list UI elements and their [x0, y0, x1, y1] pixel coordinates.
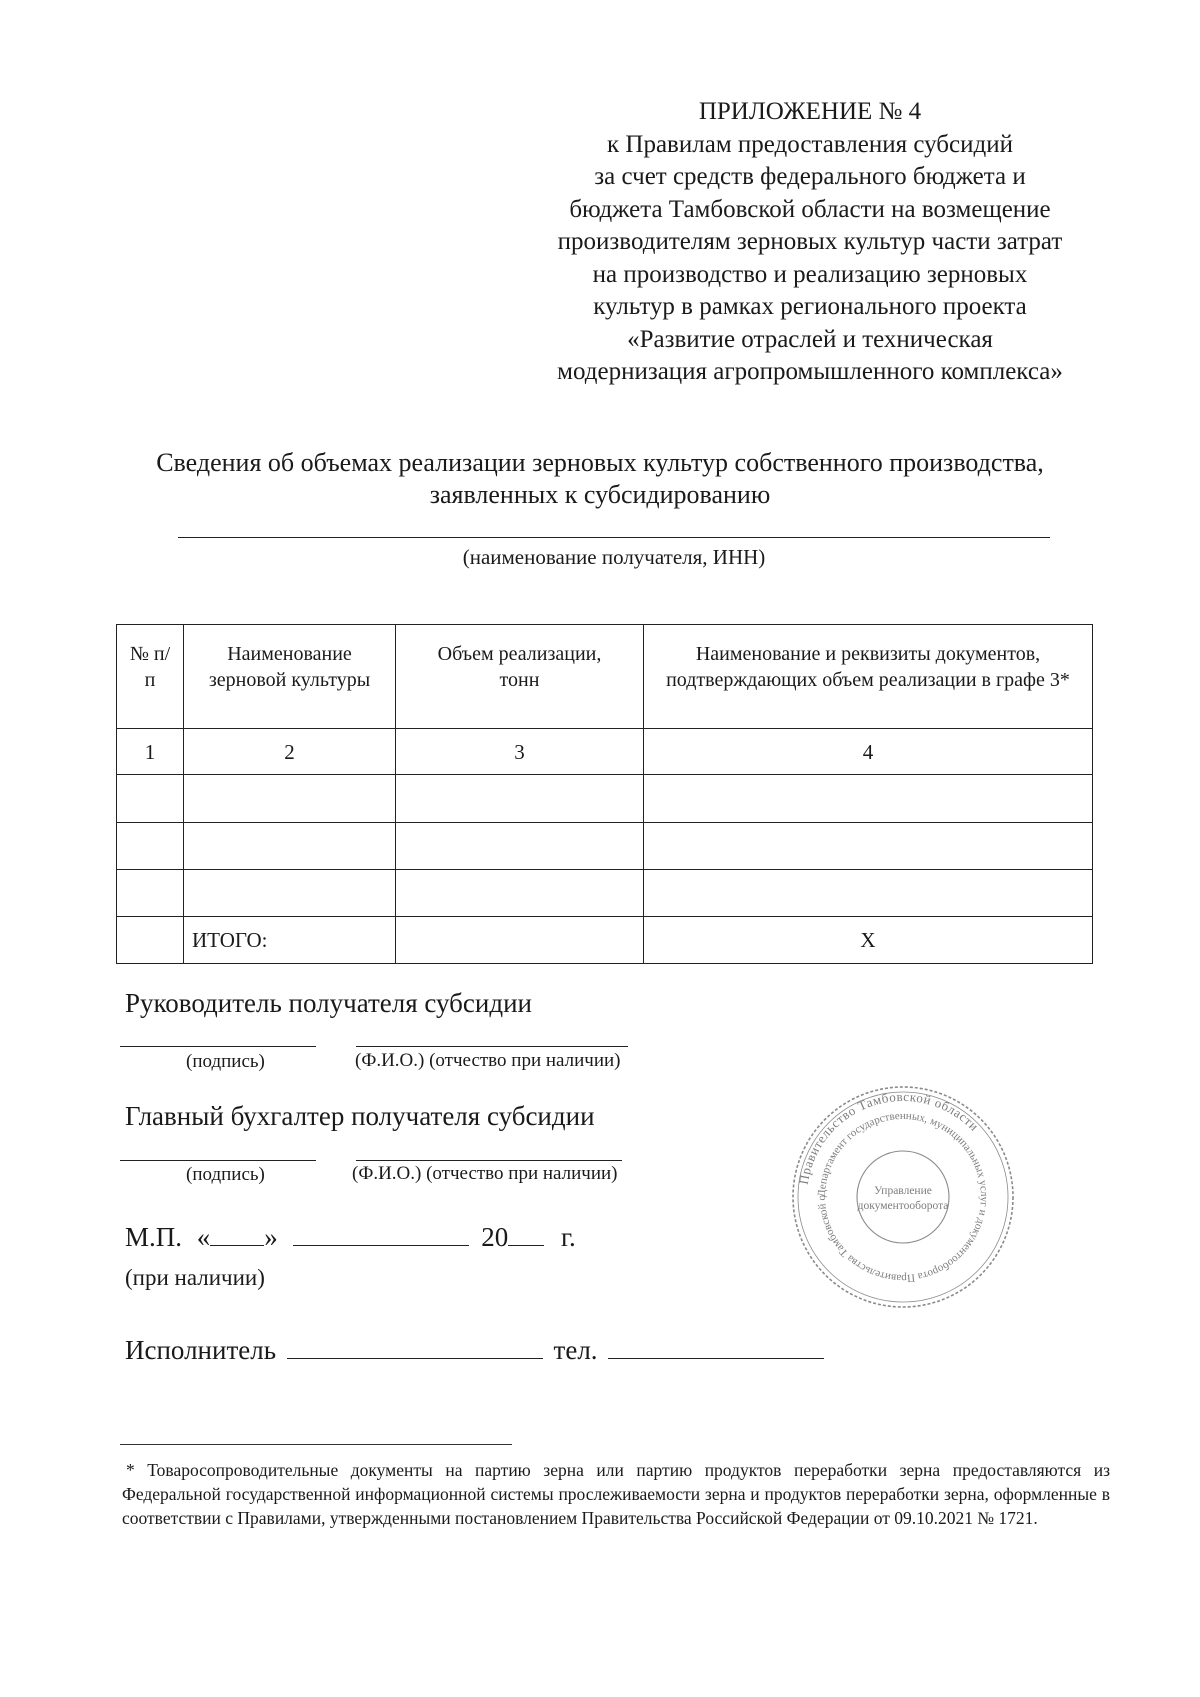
head-name-caption: (Ф.И.О.) (отчество при наличии): [355, 1050, 621, 1071]
table-cell[interactable]: [396, 775, 644, 823]
sales-volume-table: [116, 624, 1093, 964]
column-number: 4: [644, 729, 1093, 775]
title-line-1: Сведения об объемах реализации зерновых культур собственного производства,: [156, 448, 1044, 477]
stamp-graphic: [788, 1082, 1018, 1312]
table-cell[interactable]: [184, 823, 396, 870]
table-cell[interactable]: [644, 775, 1093, 823]
footnote-separator: [120, 1444, 512, 1445]
head-label: Руководитель получателя субсидии: [125, 988, 532, 1018]
phone-field[interactable]: [608, 1358, 824, 1359]
year-prefix: 20: [481, 1222, 509, 1252]
registration-stamp: [788, 1082, 1018, 1312]
accountant-label: Главный бухгалтер получателя субсидии: [125, 1101, 595, 1131]
document-title: [110, 447, 1090, 511]
appendix-line: «Развитие отраслей и техническая: [627, 325, 993, 353]
column-number: 1: [117, 729, 184, 775]
appendix-line: к Правилам предоставления субсидий: [607, 130, 1013, 158]
executor-label: Исполнитель: [125, 1335, 277, 1365]
appendix-line: культур в рамках регионального проекта: [593, 293, 1027, 320]
appendix-line: бюджета Тамбовской области на возмещение: [569, 195, 1051, 223]
stamp-center-line-1: Управление: [874, 1185, 932, 1197]
table-cell[interactable]: [117, 870, 184, 917]
stamp-outer-text: Правительство Тамбовской области: [795, 1088, 983, 1186]
table-cell[interactable]: [644, 823, 1093, 870]
header-documents: Наименование и реквизиты документов, подтверждающих объем реализации в графе 3*: [644, 625, 1093, 729]
appendix-header: [500, 96, 1120, 389]
table-cell[interactable]: [396, 823, 644, 870]
quote-open: «: [196, 1222, 211, 1252]
accountant-name-line[interactable]: [356, 1160, 622, 1161]
table-row: [117, 775, 1093, 823]
appendix-line: за счет средств федерального бюджета и: [594, 163, 1026, 190]
header-crop-name: Наименование зерновой культуры: [184, 625, 396, 729]
head-name-line[interactable]: [356, 1046, 628, 1047]
head-signature-caption: (подпись): [186, 1051, 265, 1072]
accountant-signature-line[interactable]: [120, 1160, 316, 1161]
year-field[interactable]: [508, 1245, 544, 1246]
table-cell[interactable]: [117, 775, 184, 823]
accountant-signature-caption: (подпись): [186, 1164, 265, 1185]
total-label: ИТОГО:: [184, 917, 396, 964]
table-cell[interactable]: [117, 823, 184, 870]
phone-label: тел.: [553, 1335, 598, 1365]
appendix-line: на производство и реализацию зерновых: [592, 260, 1028, 288]
recipient-name-field[interactable]: [178, 537, 1050, 538]
seal-label: М.П.: [125, 1222, 183, 1252]
table-cell[interactable]: [184, 775, 396, 823]
column-number: 2: [184, 729, 396, 775]
footnote: * Товаросопроводительные документы на партию зерна или партию продуктов переработки зерна предоставляются из Федеральной государственной информационной системы прослеживаемости зерна и продуктов переработки зерна, оформленные в соответствии с Правилами, утвержденными постановлением Правительства Российской Федерации от 09.10.2021 № 1721.: [122, 1460, 1110, 1528]
title-line-2: заявленных к субсидированию: [429, 480, 771, 509]
accountant-name-caption: (Ф.И.О.) (отчество при наличии): [352, 1163, 618, 1184]
recipient-caption: (наименование получателя, ИНН): [462, 545, 766, 569]
month-field[interactable]: [293, 1245, 469, 1246]
seal-note: (при наличии): [125, 1265, 265, 1290]
stamp-inner-ring: [857, 1151, 949, 1243]
header-number: № п/п: [117, 625, 184, 729]
table-header-row: [117, 625, 1093, 729]
appendix-line: модернизация агропромышленного комплекса»: [557, 358, 1063, 385]
seal-date-row: [125, 1222, 576, 1253]
executor-name-field[interactable]: [287, 1358, 543, 1359]
day-field[interactable]: [210, 1245, 264, 1246]
year-suffix: г.: [561, 1222, 576, 1252]
total-not-applicable-mark: Х: [644, 917, 1093, 964]
executor-row: [125, 1335, 824, 1366]
column-number: 3: [396, 729, 644, 775]
table-cell[interactable]: [184, 870, 396, 917]
column-number-row: [117, 729, 1093, 775]
table-cell[interactable]: [396, 870, 644, 917]
table-cell[interactable]: [644, 870, 1093, 917]
stamp-center-line-2: документооборота: [857, 1200, 949, 1212]
table-row: [117, 823, 1093, 870]
total-volume-cell[interactable]: [396, 917, 644, 964]
table-cell[interactable]: [117, 917, 184, 964]
head-signature-line[interactable]: [120, 1046, 316, 1047]
appendix-line: ПРИЛОЖЕНИЕ № 4: [698, 98, 922, 125]
stamp-ring-text: Департамент государственных, муниципальных услуг и документооборота Правительства Тамбовской о: [815, 1109, 991, 1285]
header-sales-volume: Объем реализации, тонн: [396, 625, 644, 729]
total-row: [117, 917, 1093, 964]
quote-close: »: [264, 1222, 278, 1252]
appendix-line: производителям зерновых культур части затрат: [557, 228, 1063, 255]
table-row: [117, 870, 1093, 917]
